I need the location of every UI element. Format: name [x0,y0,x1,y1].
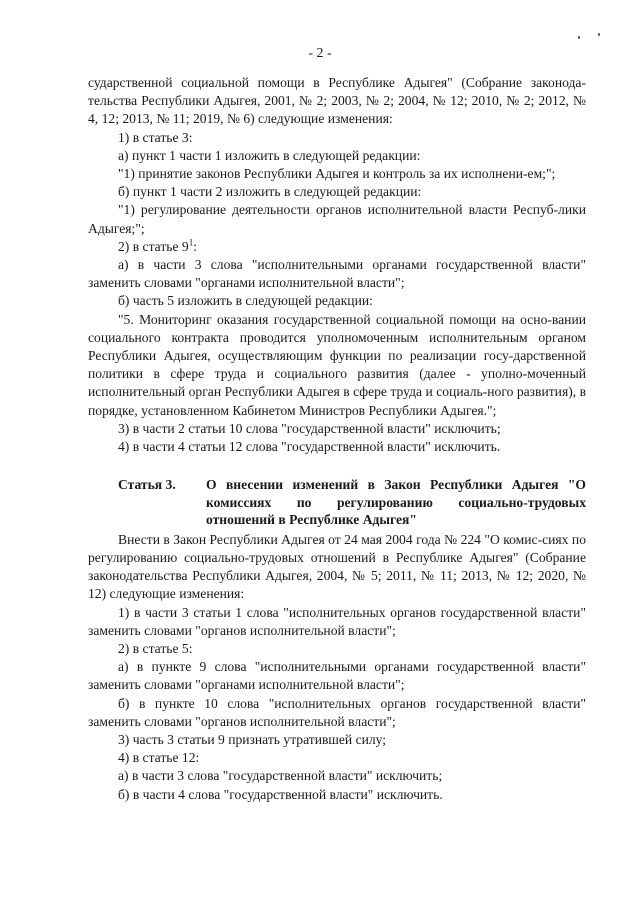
paragraph-intro-continuation: сударственной социальной помощи в Республике Адыгея" (Собрание законода-тельства Республики Адыгея, 2001, № 2; 2003, № 2; 2004, № 12; 2010, № 2; 2012, № 4, 12; 2013, № 11; 2019, № 6) следующие изменения: [88,75,586,127]
paragraph-item-2b: б) часть 5 изложить в следующей редакции: [118,293,373,309]
paragraph-art3-item-3: 3) часть 3 статьи 9 признать утратившей силу; [118,732,387,747]
paragraph-quote-1a: "1) принятие законов Республики Адыгея и контроль за их исполнени-ем;"; [118,166,556,182]
paragraph-art3-item-4: 4) в статье 12: [118,750,200,766]
paragraph-art3-intro: Внести в Закон Республики Адыгея от 24 мая 2004 года № 224 "О комис-сиях по регулированию социально-трудовых отношений в Республике Адыгея" (Собрание законодательства Республики Адыгея, 2004, № 5; 2011, № 11; 2013, № 12; 2020, № 12) следующие изменения: [88,531,586,602]
paragraph-quote-2b: "5. Мониторинг оказания государственной социальной помощи на осно-вании социального контракта проводится уполномоченным исполнительным органом Республики Адыгея, осуществляющим функции по реализации госу-дарственной политики в сфере труда и социального развития (далее - уполно-моченный исполнительный орган Республики Адыгея в сфере труда и социаль-ного развития), в порядке, установленном Кабинетом Министров Республики Адыгея."; [88,311,586,418]
paragraph-item-3: 3) в части 2 статьи 10 слова "государственной власти" исключить; [118,420,501,436]
paragraph-item-1a: а) пункт 1 части 1 изложить в следующей редакции: [118,147,421,163]
paragraph-art3-item-4b: б) в части 4 слова "государственной власти" исключить. [118,786,443,802]
superscript-index: 1 [188,237,194,248]
item-2-text: 2) в статье 9 [118,238,189,254]
item-2-colon: : [193,238,198,254]
paragraph-art3-item-2a: а) в пункте 9 слова "исполнительными органами государственной власти" заменить словами "органами исполнительной власти"; [88,659,586,693]
scan-speck [598,33,600,36]
paragraph-item-1b: б) пункт 1 части 2 изложить в следующей редакции: [118,184,422,200]
page-number: - 2 - [308,46,332,61]
paragraph-item-2 [88,238,586,256]
paragraph-art3-item-2: 2) в статье 5: [118,640,193,656]
paragraph-quote-1b: "1) регулирование деятельности органов исполнительной власти Респуб-лики Адыгея;"; [88,202,586,236]
paragraph-item-1: 1) в статье 3: [118,129,193,145]
article-3-heading [88,476,586,529]
paragraph-item-2a: а) в части 3 слова "исполнительными органами государственной власти" заменить словами "органами исполнительной власти"; [88,257,586,291]
scan-speck [578,36,580,39]
paragraph-art3-item-2b: б) в пункте 10 слова "исполнительных органов государственной власти" заменить словами "органов исполнительной власти"; [88,695,586,729]
article-3-label: Статья 3. [118,477,176,493]
paragraph-art3-item-4a: а) в части 3 слова "государственной власти" исключить; [118,768,443,784]
document-body [88,74,586,804]
article-3-title: О внесении изменений в Закон Республики Адыгея "О комиссиях по регулированию социально-трудовых отношений в Республике Адыгея" [206,477,586,528]
paragraph-art3-item-1: 1) в части 3 статьи 1 слова "исполнительных органов государственной власти" заменить словами "органов исполнительной власти"; [88,604,586,638]
paragraph-item-4: 4) в части 4 статьи 12 слова "государственной власти" исключить. [118,439,501,455]
